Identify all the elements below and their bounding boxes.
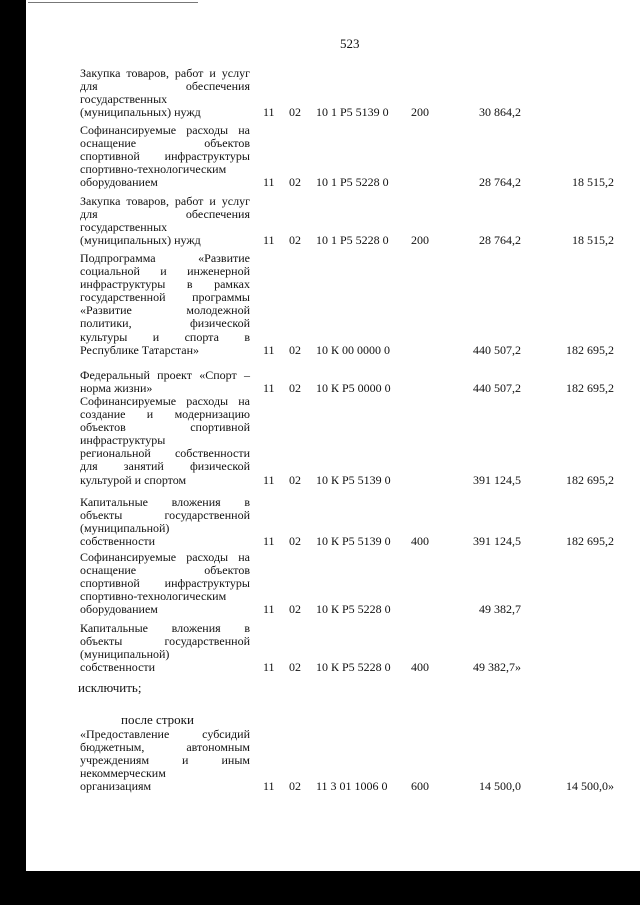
amount-year-1: 49 382,7» [473,660,521,675]
section-code: 11 [263,660,275,675]
target-item-code: 10 1 P5 5139 0 [316,105,389,120]
section-code: 11 [263,342,275,357]
amount-year-2: 182 695,2 [566,534,614,549]
target-item-code: 10 1 P5 5228 0 [316,175,389,190]
row-name-line: государственных [80,92,168,107]
target-item-code: 10 1 P5 5228 0 [316,233,389,248]
row-name-line: культурой и спортом [80,472,187,487]
row-name-line: (муниципальных) нужд [80,233,201,248]
amount-year-1: 28 764,2 [479,233,521,248]
target-item-code: 10 К P5 5139 0 [316,472,391,487]
amount-year-1: 30 864,2 [479,105,521,120]
row-name-line: региональной собственности [80,446,250,461]
row-name-line: собственности [80,660,156,675]
row-name-line: Капитальные вложения в [80,621,250,635]
amount-year-2: 18 515,2 [572,233,614,248]
row-name-line: (муниципальных) нужд [80,105,201,120]
row-name-line: собственности [80,534,156,549]
row-name-line: (муниципальной) [80,647,170,662]
row-name-line: спортивной инфраструктуры [80,149,250,164]
row-name [80,728,250,793]
subsection-code: 02 [289,779,301,794]
subsection-code: 02 [289,534,301,549]
subsection-code: 02 [289,660,301,675]
row-name-line: для обеспечения [80,79,250,94]
row-name-line: бюджетным, автономным [80,740,250,755]
amount-year-1: 14 500,0 [479,779,521,794]
row-name-line: создание и модернизацию [80,407,250,422]
amount-year-1: 28 764,2 [479,175,521,190]
page-number: 523 [340,36,360,51]
row-name-line: объекты государственной [80,508,250,523]
row-name-line: спортивно-технологическим [80,589,227,604]
section-code: 11 [263,779,275,794]
row-name-line: организациям [80,779,152,794]
subsection-code: 02 [289,472,301,487]
row-name [80,195,250,247]
expense-type-code: 400 [411,660,429,675]
row-name [80,369,250,395]
target-item-code: 10 К 00 0000 0 [316,342,391,357]
target-item-code: 11 3 01 1006 0 [316,779,388,794]
expense-type-code: 400 [411,534,429,549]
row-name [80,252,250,357]
subsection-code: 02 [289,381,301,396]
row-name-line: «Развитие молодежной [80,303,250,318]
expense-type-code: 600 [411,779,429,794]
row-name [80,622,250,674]
section-code: 11 [263,472,275,487]
row-name-line: Республике Татарстан» [80,342,200,357]
section-code: 11 [263,105,275,120]
row-name-line: культуры и спорта в [80,329,250,344]
section-code: 11 [263,233,275,248]
row-name-line: для занятий физической [80,459,250,474]
row-name-line: Софинансируемые расходы на [80,394,250,408]
row-name-line: государственных [80,220,168,235]
row-name-line: норма жизни» [80,381,153,396]
row-name-line: спортивно-технологическим [80,162,227,177]
expense-type-code: 200 [411,233,429,248]
amount-year-1: 440 507,2 [473,381,521,396]
amount-year-2: 14 500,0» [566,779,614,794]
row-name-line: оснащение объектов [80,136,250,151]
row-name-line: Капитальные вложения в [80,495,250,509]
row-name-line: Федеральный проект «Спорт – [80,368,250,382]
row-name-line: Софинансируемые расходы на [80,550,250,564]
row-name [80,551,250,616]
amount-year-1: 391 124,5 [473,472,521,487]
row-name-line: инфраструктуры [80,433,166,448]
subsection-code: 02 [289,233,301,248]
amount-year-1: 391 124,5 [473,534,521,549]
amount-year-2: 182 695,2 [566,472,614,487]
subsection-code: 02 [289,105,301,120]
exclude-instruction: исключить; [78,680,142,695]
row-name-line: Закупка товаров, работ и услуг [80,194,250,208]
row-name-line: Подпрограмма «Развитие [80,251,250,265]
row-name-line: инфраструктуры в рамках [80,277,250,292]
row-name-line: Софинансируемые расходы на [80,123,250,137]
subsection-code: 02 [289,342,301,357]
section-code: 11 [263,602,275,617]
row-name [80,496,250,548]
amount-year-2: 182 695,2 [566,381,614,396]
subsection-code: 02 [289,602,301,617]
row-name-line: государственной программы [80,290,250,305]
after-row-instruction: после строки [121,712,194,727]
subsection-code: 02 [289,175,301,190]
target-item-code: 10 К P5 5228 0 [316,660,391,675]
amount-year-1: 49 382,7 [479,602,521,617]
target-item-code: 10 К P5 0000 0 [316,381,391,396]
target-item-code: 10 К P5 5228 0 [316,602,391,617]
amount-year-1: 440 507,2 [473,342,521,357]
row-name-line: для обеспечения [80,207,250,222]
row-name-line: объектов спортивной [80,420,250,435]
row-name [80,124,250,189]
section-code: 11 [263,534,275,549]
row-name-line: Закупка товаров, работ и услуг [80,66,250,80]
row-name-line: объекты государственной [80,634,250,649]
expense-type-code: 200 [411,105,429,120]
row-name-line: оснащение объектов [80,563,250,578]
row-name-line: оборудованием [80,602,158,617]
section-code: 11 [263,381,275,396]
section-code: 11 [263,175,275,190]
row-name-line: спортивной инфраструктуры [80,576,250,591]
row-name-line: «Предоставление субсидий [80,727,250,741]
row-name-line: политики, физической [80,316,250,331]
row-name [80,67,250,119]
row-name-line: оборудованием [80,175,158,190]
row-name-line: учреждениям и иным [80,753,250,768]
row-name-line: некоммерческим [80,766,166,781]
row-name [80,395,250,487]
amount-year-2: 18 515,2 [572,175,614,190]
row-name-line: социальной и инженерной [80,264,250,279]
target-item-code: 10 К P5 5139 0 [316,534,391,549]
amount-year-2: 182 695,2 [566,342,614,357]
row-name-line: (муниципальной) [80,521,170,536]
